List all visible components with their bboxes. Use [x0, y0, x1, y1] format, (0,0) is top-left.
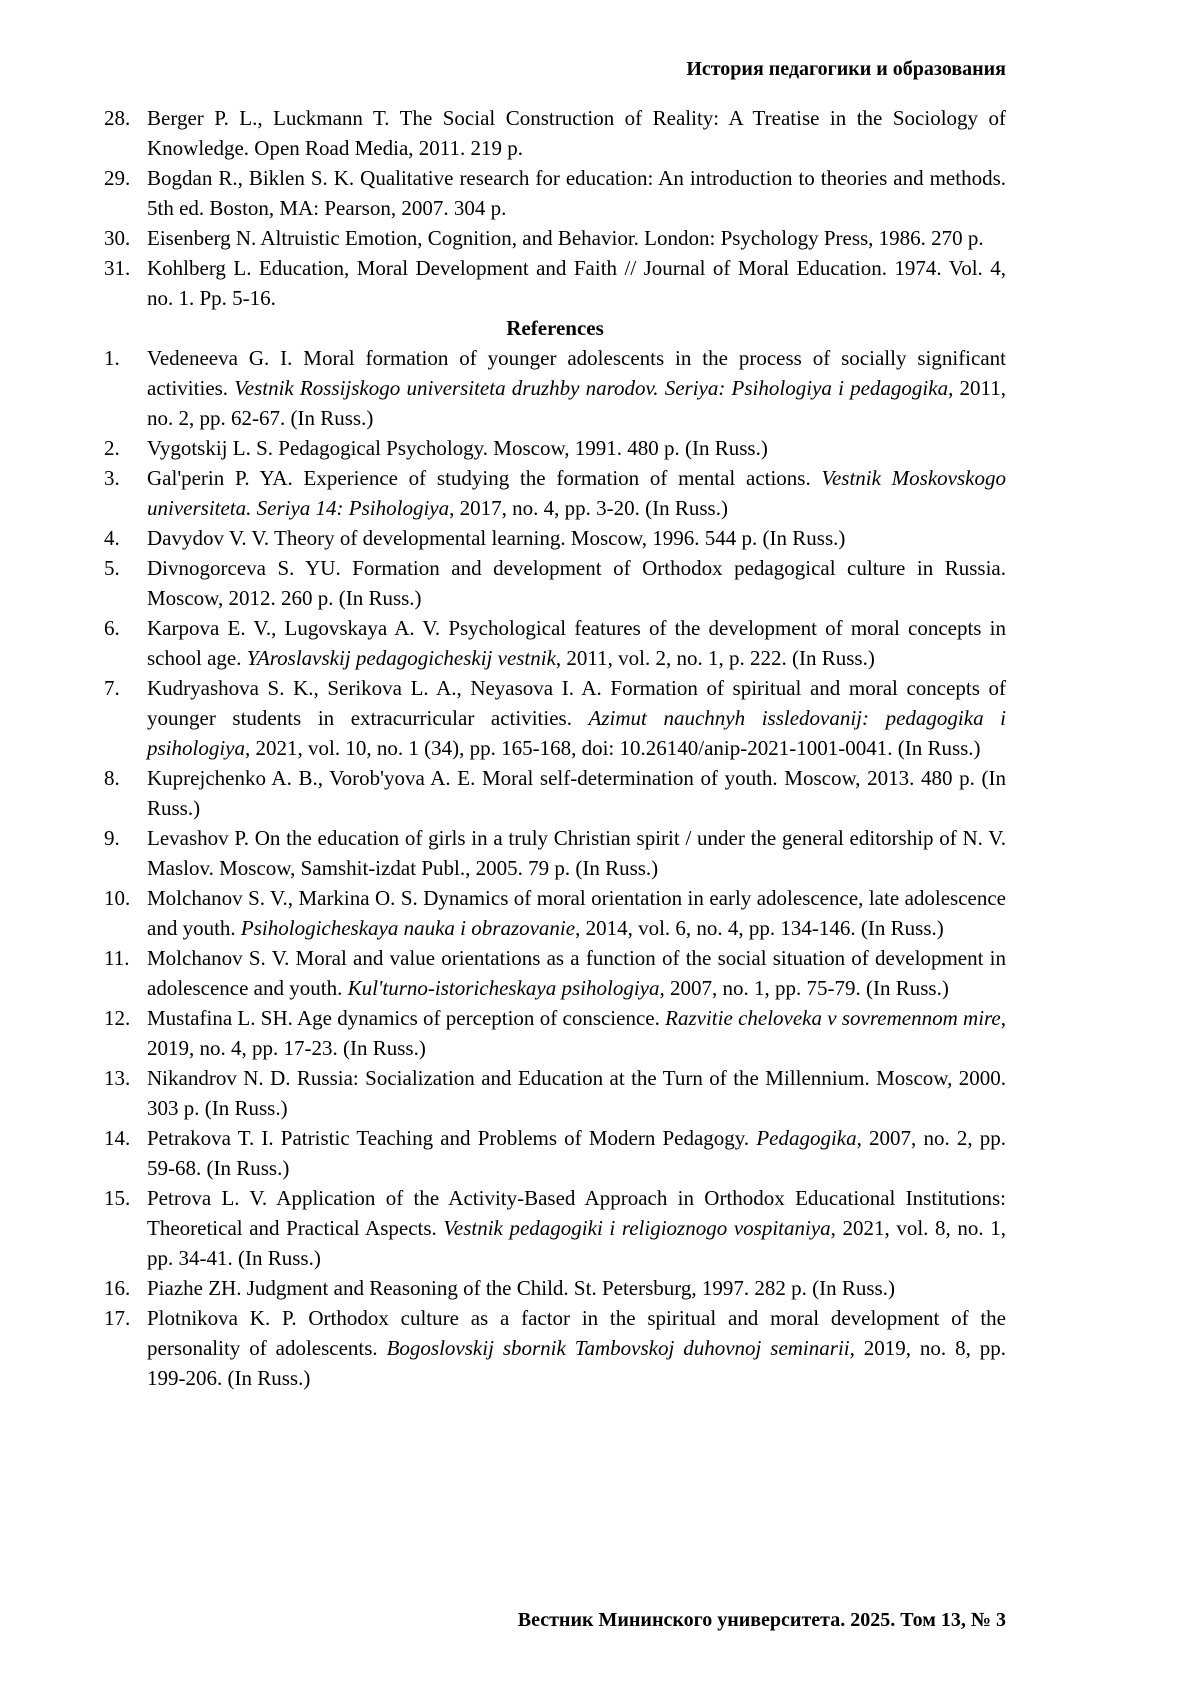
- reference-number: 16.: [104, 1276, 131, 1300]
- reference-number: 30.: [104, 226, 131, 250]
- reference-item: [104, 463, 1006, 523]
- references-list: [104, 343, 1006, 1393]
- reference-item: [104, 1273, 1006, 1303]
- reference-item: [104, 823, 1006, 883]
- reference-item: [104, 553, 1006, 613]
- reference-item: [104, 1123, 1006, 1183]
- reference-text: Bogdan R., Biklen S. K. Qualitative research for education: An introduction to theories and methods. 5th ed. Boston, MA: Pearson, 2007. 304 p.: [147, 166, 1006, 220]
- reference-number: 10.: [104, 886, 131, 910]
- reference-item: [104, 433, 1006, 463]
- reference-text: Vedeneeva G. I. Moral formation of younger adolescents in the process of socially significant activities. Vestnik Rossijskogo universiteta druzhby narodov. Seriya: Psihologiya i pedagogika, 2011, no. 2, pp. 62-67. (In Russ.): [147, 346, 1006, 430]
- reference-number: 11.: [104, 946, 130, 970]
- running-header: История педагогики и образования: [686, 58, 1006, 80]
- reference-item: [104, 343, 1006, 433]
- reference-item: [104, 1303, 1006, 1393]
- reference-text: Gal'perin P. YA. Experience of studying the formation of mental actions. Vestnik Moskovskogo universiteta. Seriya 14: Psihologiya, 2017, no. 4, pp. 3-20. (In Russ.): [147, 466, 1006, 520]
- reference-text: Nikandrov N. D. Russia: Socialization and Education at the Turn of the Millennium. Moscow, 2000. 303 p. (In Russ.): [147, 1066, 1006, 1120]
- reference-number: 31.: [104, 256, 131, 280]
- reference-number: 8.: [104, 766, 120, 790]
- reference-item: [104, 613, 1006, 673]
- page-footer: Вестник Мининского университета. 2025. Том 13, № 3: [517, 1609, 1006, 1631]
- reference-number: 15.: [104, 1186, 131, 1210]
- references-heading: References: [506, 316, 604, 340]
- reference-item: [104, 1183, 1006, 1273]
- reference-item: [104, 943, 1006, 1003]
- reference-text: Berger P. L., Luckmann T. The Social Construction of Reality: A Treatise in the Sociology of Knowledge. Open Road Media, 2011. 219 p.: [147, 106, 1006, 160]
- reference-number: 4.: [104, 526, 120, 550]
- reference-text: Davydov V. V. Theory of developmental learning. Moscow, 1996. 544 p. (In Russ.): [147, 526, 846, 550]
- reference-number: 2.: [104, 436, 120, 460]
- reference-item: [104, 1003, 1006, 1063]
- reference-item: [104, 673, 1006, 763]
- reference-text: Plotnikova K. P. Orthodox culture as a factor in the spiritual and moral development of the personality of adolescents. Bogoslovskij sbornik Tambovskoj duhovnoj seminarii, 2019, no. 8, pp. 199-206. (In Russ.): [147, 1306, 1007, 1390]
- reference-number: 17.: [104, 1306, 131, 1330]
- reference-text: Karpova E. V., Lugovskaya A. V. Psychological features of the development of moral concepts in school age. YAroslavskij pedagogicheskij vestnik, 2011, vol. 2, no. 1, p. 222. (In Russ.): [147, 616, 1006, 670]
- reference-number: 13.: [104, 1066, 131, 1090]
- reference-text: Petrakova T. I. Patristic Teaching and Problems of Modern Pedagogy. Pedagogika, 2007, no. 2, pp. 59-68. (In Russ.): [147, 1126, 1007, 1180]
- reference-number: 3.: [104, 466, 120, 490]
- reference-text: Piazhe ZH. Judgment and Reasoning of the Child. St. Petersburg, 1997. 282 p. (In Russ.): [147, 1276, 895, 1300]
- reference-text: Kudryashova S. K., Serikova L. A., Neyasova I. A. Formation of spiritual and moral concepts of younger students in extracurricular activities. Azimut nauchnyh issledovanij: pedagogika i psihologiya, 2021, vol. 10, no. 1 (34), pp. 165-168, doi: 10.26140/anip-2021-1001-0041. (In Russ.): [147, 676, 1006, 760]
- reference-number: 12.: [104, 1006, 131, 1030]
- reference-number: 14.: [104, 1126, 131, 1150]
- reference-item: [104, 1063, 1006, 1123]
- reference-item: [104, 223, 1006, 253]
- reference-item: [104, 763, 1006, 823]
- reference-item: [104, 523, 1006, 553]
- reference-number: 7.: [104, 676, 120, 700]
- reference-text: Molchanov S. V. Moral and value orientations as a function of the social situation of development in adolescence and youth. Kul'turno-istoricheskaya psihologiya, 2007, no. 1, pp. 75-79. (In Russ.): [147, 946, 1006, 1000]
- reference-number: 1.: [104, 346, 120, 370]
- reference-text: Kohlberg L. Education, Moral Development and Faith // Journal of Moral Education. 1974. Vol. 4, no. 1. Pp. 5-16.: [147, 256, 1006, 310]
- reference-text: Mustafina L. SH. Age dynamics of perception of conscience. Razvitie cheloveka v sovremennom mire, 2019, no. 4, pp. 17-23. (In Russ.): [147, 1006, 1006, 1060]
- reference-item: [104, 163, 1006, 223]
- bibliography-list: [104, 103, 1006, 313]
- reference-number: 29.: [104, 166, 131, 190]
- reference-item: [104, 883, 1006, 943]
- reference-text: Vygotskij L. S. Pedagogical Psychology. Moscow, 1991. 480 p. (In Russ.): [147, 436, 768, 460]
- reference-number: 28.: [104, 106, 131, 130]
- reference-text: Petrova L. V. Application of the Activity-Based Approach in Orthodox Educational Institutions: Theoretical and Practical Aspects. Vestnik pedagogiki i religioznogo vospitaniya, 2021, vol. 8, no. 1, pp. 34-41. (In Russ.): [147, 1186, 1006, 1270]
- reference-text: Molchanov S. V., Markina O. S. Dynamics of moral orientation in early adolescence, late adolescence and youth. Psihologicheskaya nauka i obrazovanie, 2014, vol. 6, no. 4, pp. 134-146. (In Russ.): [147, 886, 1006, 940]
- reference-number: 6.: [104, 616, 120, 640]
- reference-number: 9.: [104, 826, 120, 850]
- reference-text: Eisenberg N. Altruistic Emotion, Cognition, and Behavior. London: Psychology Press, 1986. 270 p.: [147, 226, 984, 250]
- reference-item: [104, 253, 1006, 313]
- reference-text: Kuprejchenko A. B., Vorob'yova A. E. Moral self-determination of youth. Moscow, 2013. 480 p. (In Russ.): [147, 766, 1006, 820]
- reference-number: 5.: [104, 556, 120, 580]
- reference-item: [104, 103, 1006, 163]
- reference-text: Levashov P. On the education of girls in a truly Christian spirit / under the general editorship of N. V. Maslov. Moscow, Samshit-izdat Publ., 2005. 79 p. (In Russ.): [147, 826, 1006, 880]
- reference-text: Divnogorceva S. YU. Formation and development of Orthodox pedagogical culture in Russia. Moscow, 2012. 260 p. (In Russ.): [147, 556, 1006, 610]
